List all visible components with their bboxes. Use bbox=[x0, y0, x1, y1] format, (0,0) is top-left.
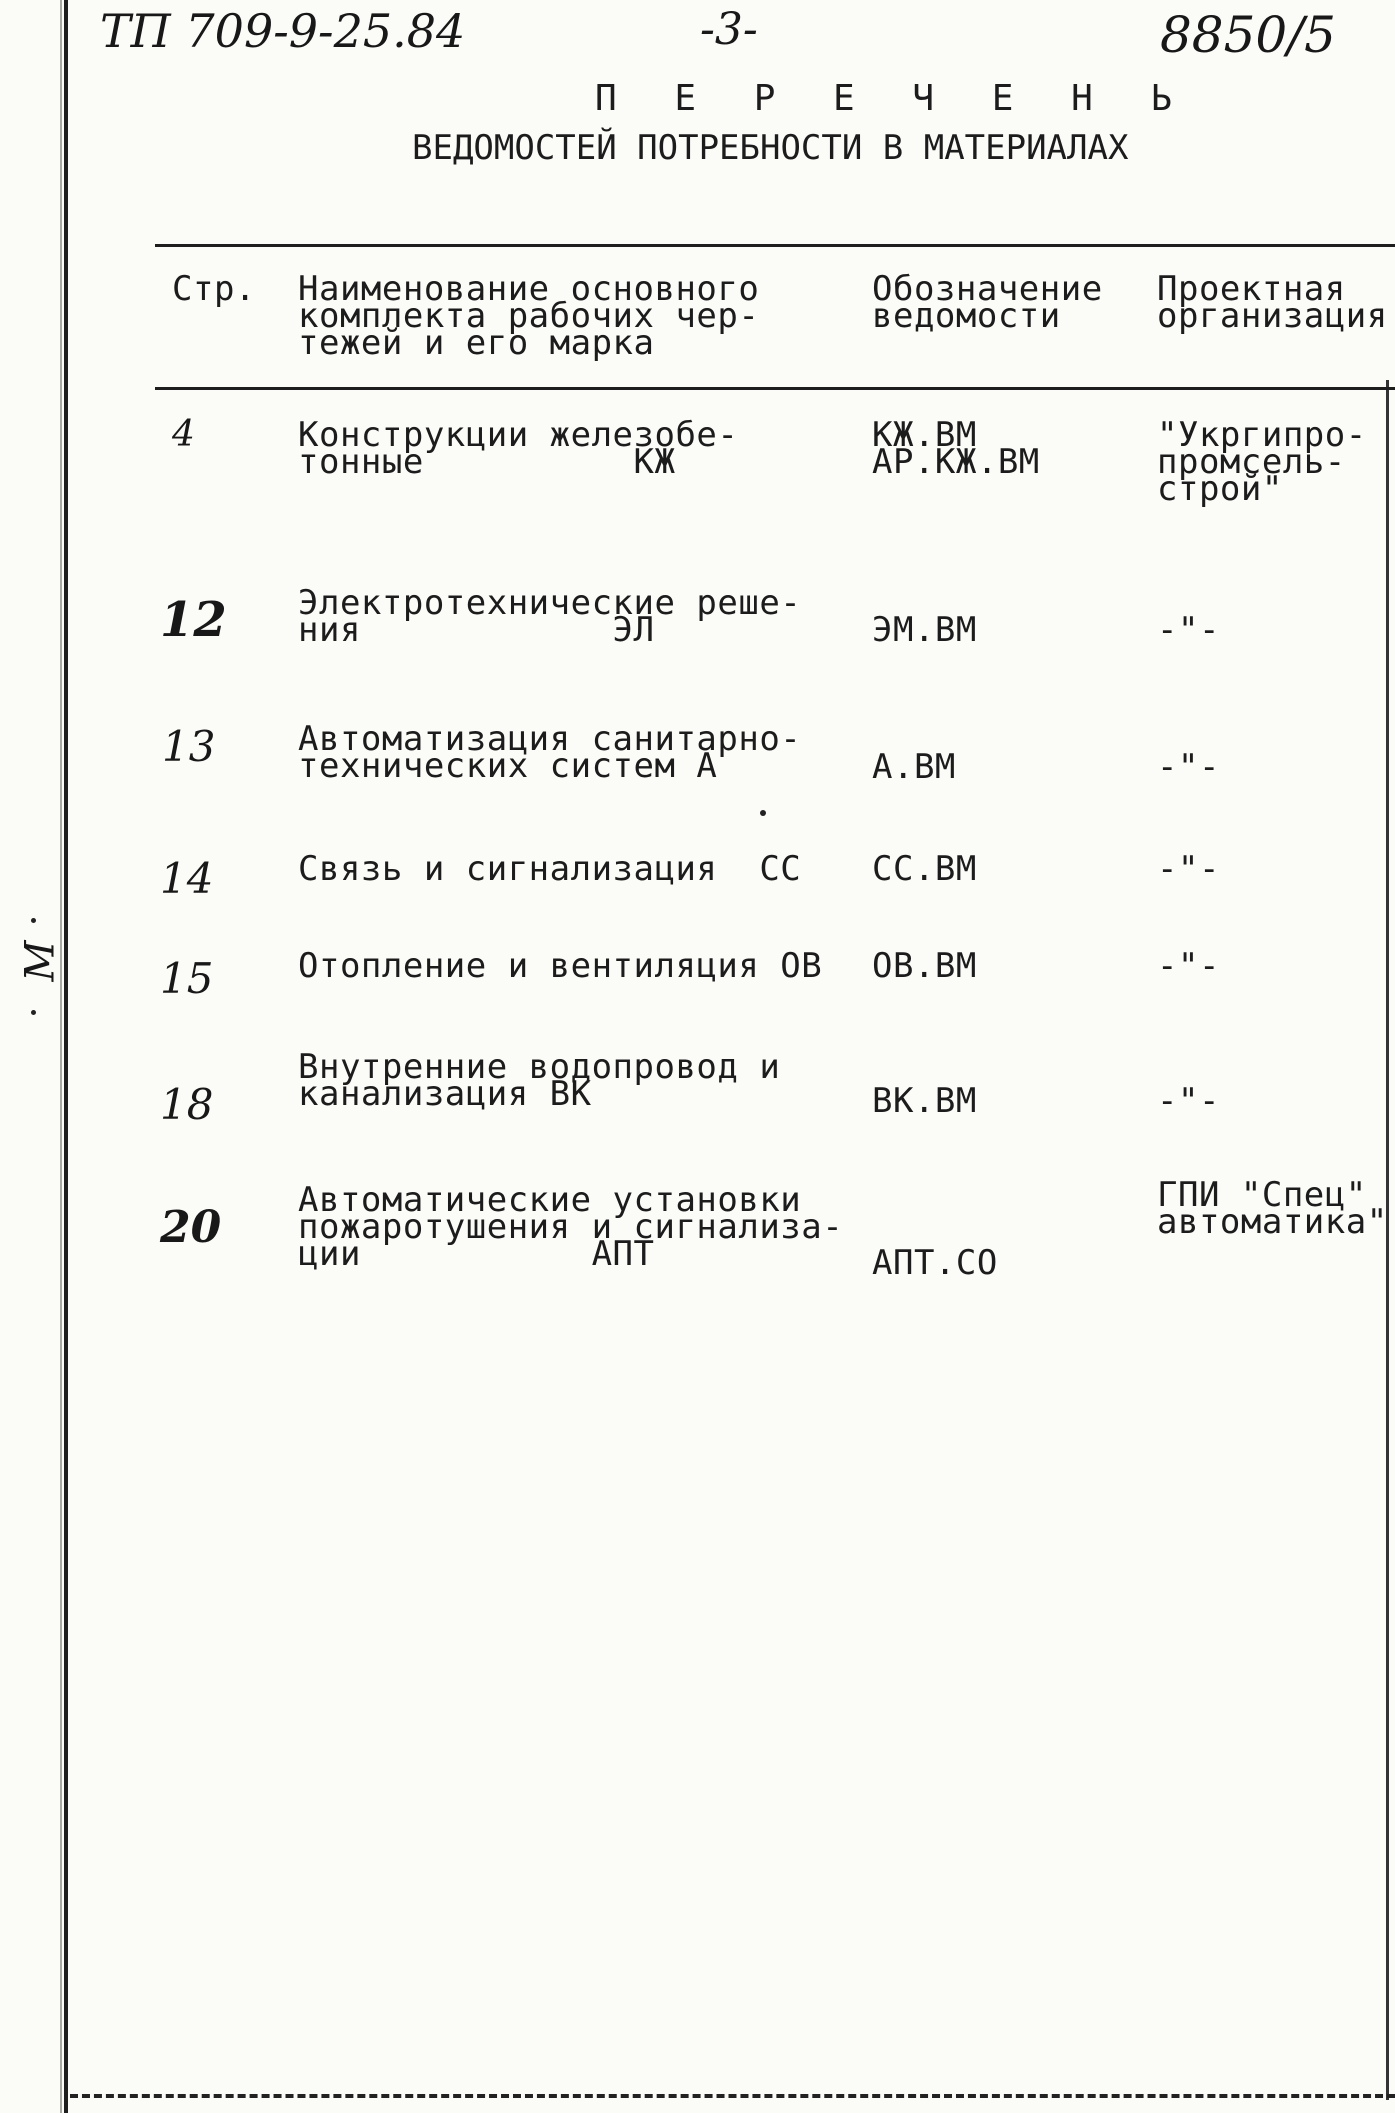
archive-number: 8850/5 bbox=[1160, 6, 1336, 64]
row-6-code: ВК.ВМ bbox=[872, 1081, 977, 1121]
page-number: -3- bbox=[700, 4, 758, 55]
margin-dot-top bbox=[31, 918, 36, 923]
table-header-rule bbox=[155, 387, 1395, 390]
row-6-page: 18 bbox=[160, 1080, 214, 1129]
row-4-org: -"- bbox=[1157, 849, 1220, 889]
row-3-name: Автоматизация санитарно- технических систем А bbox=[298, 719, 802, 786]
col-header-code: Обозначение ведомости bbox=[872, 269, 1103, 336]
row-3-page: 13 bbox=[162, 722, 216, 771]
row-1-org: "Укргипро- промсель- строй" bbox=[1157, 415, 1367, 509]
ink-dot bbox=[760, 810, 766, 816]
doc-code: ТП 709-9-25.84 bbox=[100, 4, 466, 58]
margin-mark: М bbox=[17, 940, 64, 982]
row-6-name: Внутренние водопровод и канализация ВК bbox=[298, 1047, 781, 1114]
frame-bottom-border bbox=[70, 2094, 1395, 2098]
row-3-code: А.ВМ bbox=[872, 747, 956, 787]
row-3-org: -"- bbox=[1157, 747, 1220, 787]
row-4-name: Связь и сигнализация СС bbox=[298, 849, 802, 889]
row-1-code: КЖ.ВМ АР.КЖ.ВМ bbox=[872, 415, 1040, 482]
title-line1: П Е Р Е Ч Е Н Ь bbox=[595, 78, 1191, 119]
row-5-name: Отопление и вентиляция ОВ bbox=[298, 946, 823, 986]
row-1-name: Конструкции железобе- тонные КЖ bbox=[298, 415, 739, 482]
row-7-code: АПТ.СО bbox=[872, 1243, 998, 1283]
row-7-page: 20 bbox=[160, 1202, 222, 1253]
row-2-page: 12 bbox=[160, 592, 227, 648]
margin-dot-bottom bbox=[31, 1010, 36, 1015]
col-header-name: Наименование основного комплекта рабочих чер- тежей и его марка bbox=[298, 269, 760, 363]
row-4-code: СС.ВМ bbox=[872, 849, 977, 889]
row-1-page: 4 bbox=[172, 414, 195, 455]
col-header-page: Стр. bbox=[172, 269, 256, 309]
frame-left-shadow bbox=[60, 0, 62, 2113]
row-6-org: -"- bbox=[1157, 1081, 1220, 1121]
col-header-org: Проектная организация bbox=[1157, 269, 1388, 336]
row-5-page: 15 bbox=[160, 954, 214, 1003]
table-top-rule bbox=[155, 244, 1395, 247]
frame-left-border bbox=[64, 0, 68, 2113]
row-2-code: ЭМ.ВМ bbox=[872, 610, 977, 650]
row-7-org: ГПИ "Спец" автоматика" bbox=[1157, 1175, 1388, 1242]
row-4-page: 14 bbox=[160, 854, 214, 903]
row-5-code: ОВ.ВМ bbox=[872, 946, 977, 986]
row-7-name: Автоматические установки пожаротушения и сигнализа- ции АПТ bbox=[298, 1180, 844, 1274]
row-2-org: -"- bbox=[1157, 610, 1220, 650]
row-5-org: -"- bbox=[1157, 946, 1220, 986]
title-line2: ВЕДОМОСТЕЙ ПОТРЕБНОСТИ В МАТЕРИАЛАХ bbox=[412, 128, 1129, 168]
row-2-name: Электротехнические реше- ния ЭЛ bbox=[298, 583, 802, 650]
